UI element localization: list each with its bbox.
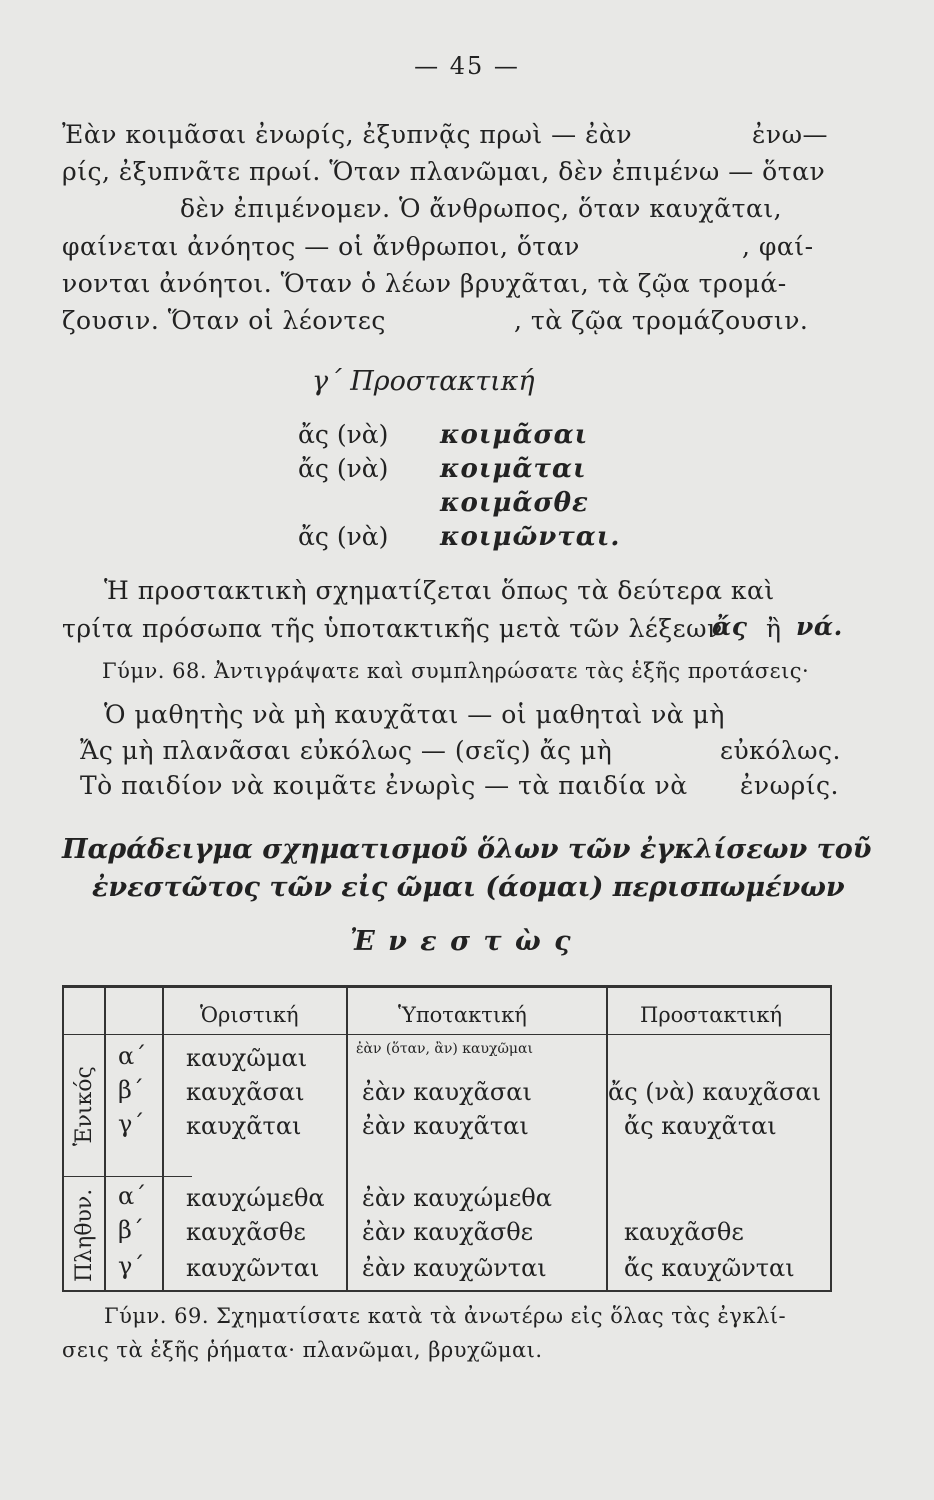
exercise-line: εὐκόλως. — [720, 736, 842, 765]
indicative-form: καυχᾶσθε — [186, 1218, 306, 1246]
indicative-form: καυχῶνται — [186, 1254, 320, 1282]
section-title: γ΄ Προστακτική — [312, 366, 535, 397]
exercise-68-intro: Γύμν. 68. Ἀντιγράψατε καὶ συμπληρώσατε τὰς ἑξῆς προτάσεις· — [102, 659, 810, 683]
table-header: Ὁριστική — [200, 1003, 299, 1027]
table-col-rule — [830, 985, 832, 1290]
imperative-form: ἄς καυχῶνται — [624, 1254, 795, 1282]
emphasis-word: ἄς — [712, 612, 748, 641]
text-line: ἐνω— — [752, 120, 828, 149]
subjunctive-form: ἐὰν (ὅταν, ἂν) καυχῶμαι — [356, 1041, 533, 1057]
imperative-particle: ἄς (νὰ) — [298, 420, 389, 449]
exercise-line: Ὁ μαθητὴς νὰ μὴ καυχᾶται — οἱ μαθηταὶ νὰ μὴ — [104, 700, 725, 729]
text-line: , φαί- — [742, 232, 814, 261]
text-word: ἢ — [766, 614, 782, 643]
imperative-form: κοιμῶνται. — [440, 522, 621, 552]
imperative-form: ἄς καυχᾶται — [624, 1112, 777, 1140]
subjunctive-form: ἐὰν καυχᾶσθε — [362, 1218, 534, 1246]
person-label: β΄ — [118, 1216, 144, 1244]
subjunctive-form: ἐὰν καυχῶνται — [362, 1254, 547, 1282]
person-label: γ΄ — [118, 1252, 145, 1280]
table-header: Ὑποτακτική — [398, 1003, 527, 1027]
table-col-rule — [162, 985, 164, 1290]
text-line: δὲν ἐπιμένομεν. Ὁ ἄνθρωπος, ὅταν καυχᾶται, — [180, 194, 783, 223]
imperative-form: ἄς (νὰ) καυχᾶσαι — [608, 1078, 821, 1106]
table-group-rule — [62, 1176, 192, 1177]
table-col-rule — [104, 985, 106, 1290]
person-label: γ΄ — [118, 1110, 145, 1138]
indicative-form: καυχᾶσαι — [186, 1078, 305, 1106]
subjunctive-form: ἐὰν καυχᾶται — [362, 1112, 529, 1140]
exercise-line: Ἄς μὴ πλανᾶσαι εὐκόλως — (σεῖς) ἄς μὴ — [80, 736, 613, 765]
group-label-singular: Ἑνικός — [72, 1066, 97, 1146]
table-col-rule — [346, 985, 348, 1290]
table-col-rule — [62, 985, 64, 1290]
text-line: , τὰ ζῷα τρομάζουσιν. — [514, 306, 809, 335]
imperative-particle: ἄς (νὰ) — [298, 522, 389, 551]
exercise-69-line: Γύμν. 69. Σχηματίσατε κατὰ τὰ ἀνωτέρω εἰς ὅλας τὰς ἐγκλί- — [104, 1304, 787, 1328]
exercise-line: ἐνωρίς. — [740, 771, 839, 800]
table-bottom-rule — [62, 1290, 832, 1292]
table-col-rule — [606, 985, 608, 1290]
indicative-form: καυχώμεθα — [186, 1184, 325, 1212]
text-line: νονται ἀνόητοι. Ὅταν ὁ λέων βρυχᾶται, τὰ ζῷα τρομά- — [62, 269, 787, 298]
table-header: Προστακτική — [640, 1003, 783, 1027]
imperative-form: καυχᾶσθε — [624, 1218, 744, 1246]
text-line: Ἐὰν κοιμᾶσαι ἐνωρίς, ἐξυπνᾷς πρωὶ — ἐὰν — [62, 120, 633, 149]
page-number: — 45 — — [414, 52, 520, 80]
exercise-line: Τὸ παιδίον νὰ κοιμᾶτε ἐνωρὶς — τὰ παιδία νὰ — [80, 771, 688, 800]
group-label-plural: Πληθυν. — [72, 1188, 97, 1282]
person-label: α΄ — [118, 1042, 147, 1070]
person-label: α΄ — [118, 1182, 147, 1210]
subjunctive-form: ἐὰν καυχᾶσαι — [362, 1078, 532, 1106]
imperative-form: κοιμᾶσθε — [440, 488, 589, 518]
emphasis-word: νά. — [796, 612, 843, 641]
tense-title: Ἐ ν ε σ τ ὼ ς — [350, 926, 573, 957]
imperative-particle: ἄς (νὰ) — [298, 454, 389, 483]
table-header-rule — [62, 1034, 832, 1035]
indicative-form: καυχῶμαι — [186, 1044, 308, 1072]
text-line: ρίς, ἐξυπνᾶτε πρωί. Ὅταν πλανῶμαι, δὲν ἐπιμένω — ὅταν — [62, 157, 826, 186]
person-label: β΄ — [118, 1076, 144, 1104]
text-line: Ἡ προστακτικὴ σχηματίζεται ὅπως τὰ δεύτερα καὶ — [104, 576, 775, 605]
imperative-form: κοιμᾶται — [440, 454, 587, 484]
subjunctive-form: ἐὰν καυχώμεθα — [362, 1184, 552, 1212]
text-line: ζουσιν. Ὅταν οἱ λέοντες — [62, 306, 386, 335]
imperative-form: κοιμᾶσαι — [440, 420, 589, 450]
exercise-69-line: σεις τὰ ἑξῆς ῥήματα· πλανῶμαι, βρυχῶμαι. — [62, 1338, 543, 1362]
text-line: φαίνεται ἀνόητος — οἱ ἄνθρωποι, ὅταν — [62, 232, 580, 261]
paradigm-title: Παράδειγμα σχηματισμοῦ ὅλων τῶν ἐγκλίσεων τοῦ — [62, 834, 872, 865]
table-top-rule — [62, 985, 832, 988]
text-line: τρίτα πρόσωπα τῆς ὑποτακτικῆς μετὰ τῶν λέξεων — [62, 614, 723, 643]
indicative-form: καυχᾶται — [186, 1112, 302, 1140]
paradigm-title: ἐνεστῶτος τῶν εἰς ῶμαι (άομαι) περισπωμένων — [92, 872, 845, 903]
